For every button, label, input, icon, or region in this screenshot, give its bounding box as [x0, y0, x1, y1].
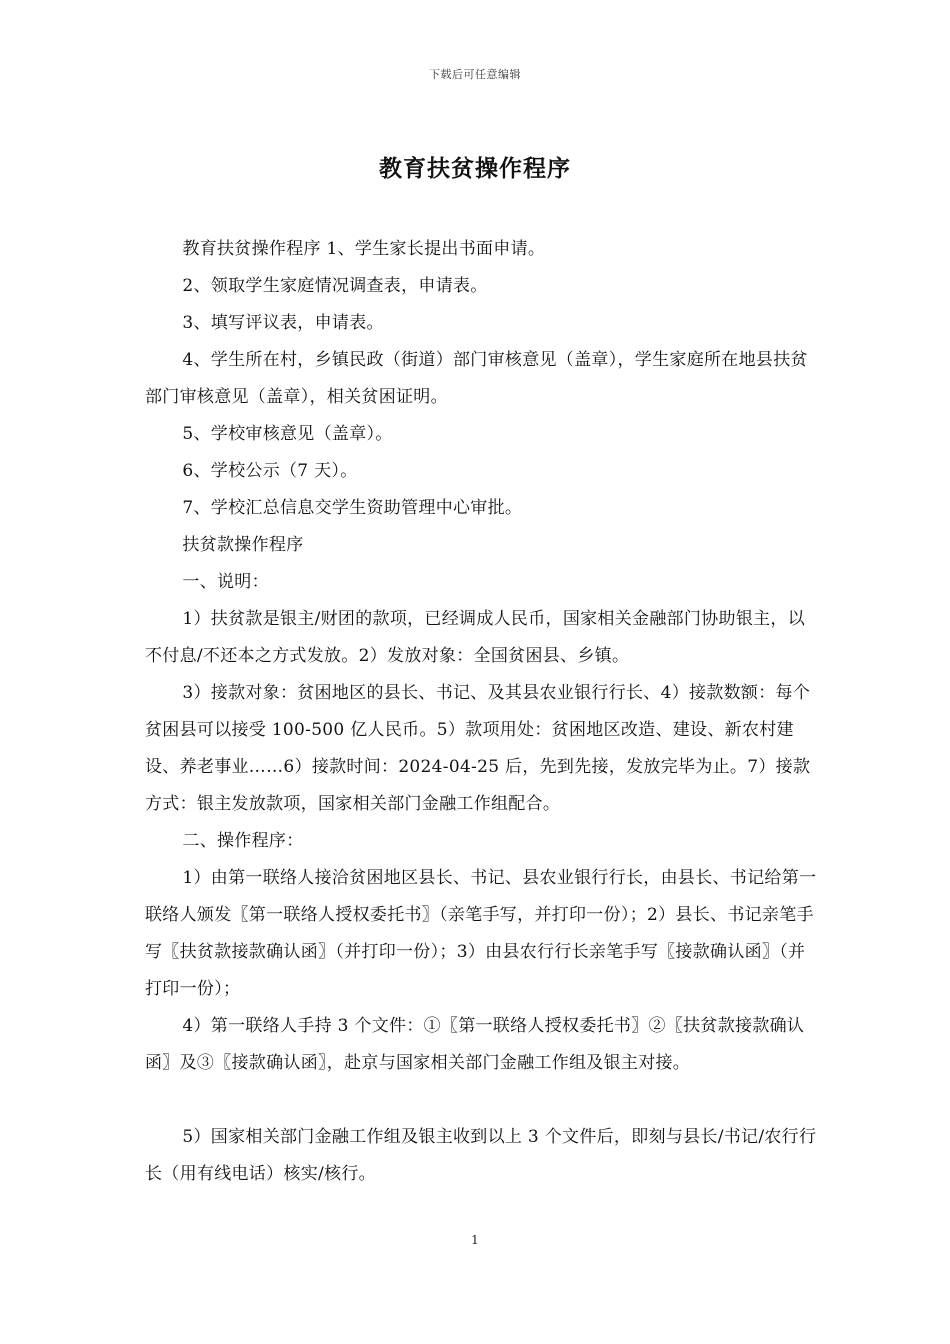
header-note: 下载后可任意编辑	[429, 68, 521, 81]
paragraph-procedure-3: 5）国家相关部门金融工作组及银主收到以上 3 个文件后，即刻与县长/书记/农行行长（用有线电话）核实/核行。	[145, 1127, 817, 1184]
document-title: 教育扶贫操作程序	[379, 155, 571, 182]
paragraph-2: 2、领取学生家庭情况调查表，申请表。	[182, 276, 488, 296]
paragraph-explanation-2: 3）接款对象：贫困地区的县长、书记、及其县农业银行行长、4）接款数额：每个贫困县可以接受 100-500 亿人民币。5）款项用处：贫困地区改造、建设、新农村建设、养老事业……6）接款时间：2024-04-25 后，先到先接，发放完毕为止。7）接款方式：银主发放款项，国家相关部门金融工作组配合。	[145, 683, 811, 814]
paragraph-procedure-1: 1）由第一联络人接洽贫困地区县长、书记、县农业银行行长，由县长、书记给第一联络人颁发〖第一联络人授权委托书〗（亲笔手写，并打印一份）；2）县长、书记亲笔手写〖扶贫款接款确认函〗（并打印一份）；3）由县农行行长亲笔手写〖接款确认函〗（并打印一份）；	[145, 868, 817, 999]
section-heading-explanation: 一、说明：	[182, 572, 269, 592]
paragraph-7: 7、学校汇总信息交学生资助管理中心审批。	[182, 498, 523, 518]
paragraph-explanation-1: 1）扶贫款是银主/财团的款项，已经调成人民币，国家相关金融部门协助银主，以不付息/不还本之方式发放。2）发放对象：全国贫困县、乡镇。	[145, 609, 806, 666]
paragraph-6: 6、学校公示（7 天）。	[182, 461, 358, 481]
section-heading-procedure: 二、操作程序：	[182, 831, 304, 851]
paragraph-5: 5、学校审核意见（盖章）。	[182, 424, 393, 444]
page-number: 1	[471, 1233, 479, 1247]
paragraph-4: 4、学生所在村，乡镇民政（街道）部门审核意见（盖章），学生家庭所在地县扶贫部门审核意见（盖章），相关贫困证明。	[145, 350, 808, 407]
paragraph-procedure-2: 4）第一联络人手持 3 个文件：①〖第一联络人授权委托书〗②〖扶贫款接款确认函〗及③〖接款确认函〗，赴京与国家相关部门金融工作组及银主对接。	[145, 1016, 805, 1073]
section-heading-poverty-fund: 扶贫款操作程序	[182, 535, 304, 555]
paragraph-3: 3、填写评议表，申请表。	[182, 313, 384, 333]
paragraph-1: 教育扶贫操作程序 1、学生家长提出书面申请。	[182, 239, 546, 259]
document-body	[145, 231, 817, 1193]
